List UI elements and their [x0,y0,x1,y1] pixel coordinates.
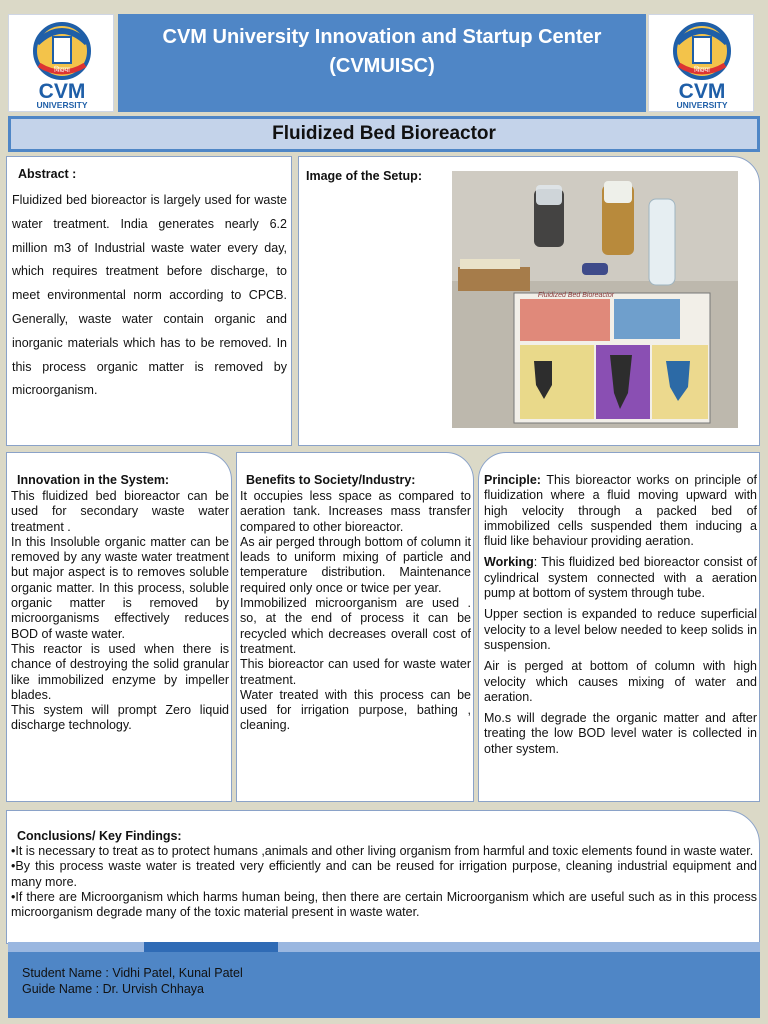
benefits-paragraph: It occupies less space as compared to aeration tank. Increases mass transfer compared to other bioreactor. [240,489,471,534]
abstract-body: Fluidized bed bioreactor is largely used for waste water treatment. India generates nearly 6.2 million m3 of Industrial waste water every day, which requires treatment before discharge, to meet environmental norm according to CPCB. Generally, waste water contain organic and inorganic materials which has to be removed. In this process organic matter is removed by microorganism. [12,193,287,398]
svg-text:CVM: CVM [38,80,86,103]
benefits-paragraph: As air perged through bottom of column it leads to uniform mixing of particle and temperature distribution. Maintenance required only once or twice per year. [240,534,471,595]
benefits-paragraph: This bioreactor can used for waste water treatment. [240,657,471,687]
header-banner [118,14,646,112]
footer-divider [8,942,760,952]
cvm-logo-icon [649,15,755,113]
footer [8,952,760,1018]
university-logo-left [8,14,114,112]
poster-title: Fluidized Bed Bioreactor [8,116,760,152]
conclusions-body [11,844,757,920]
conclusion-item: •It is necessary to treat as to protect humans ,animals and other living organism from harmful and toxic elements found in waste water. [11,844,754,858]
principle-paragraph: Upper section is expanded to reduce superficial velocity to a level below needed to keep solids in suspension. [484,607,757,652]
guide-name: Guide Name : Dr. Urvish Chhaya [22,982,205,996]
setup-heading: Image of the Setup: [306,169,422,183]
svg-text:UNIVERSITY: UNIVERSITY [36,100,88,110]
principle-body [484,473,757,757]
student-names: Student Name : Vidhi Patel, Kunal Patel [22,966,243,980]
cvm-logo-icon [9,15,115,113]
conclusions-heading: Conclusions/ Key Findings: [17,829,182,843]
innovation-paragraph: In this Insoluble organic matter can be removed by any waste water treatment but major aspect is to removes soluble organic matter. In this process, soluble organic matter is removed by microorganisms effectively reduces BOD of waste water. [11,534,229,641]
conclusions-panel [6,810,760,944]
abstract-panel [6,156,292,446]
innovation-body [11,489,229,734]
innovation-paragraph: This reactor is used when there is chance of destroying the solid granular like immobilized enzyme by impeller blades. [11,641,229,702]
footer-divider-accent [144,942,278,952]
header-title-line2: (CVMUISC) [329,55,435,77]
benefits-paragraph: Immobilized microorganism are used . so, at the end of process it can be recycled which decreases overall cost of treatment. [240,596,471,656]
svg-text:विद्यया: विद्यया [54,66,70,74]
benefits-body [240,489,471,734]
innovation-panel [6,452,232,802]
abstract-heading: Abstract : [18,167,77,181]
principle-label: Principle: [484,473,541,487]
university-logo-right [648,14,754,112]
setup-photo [452,171,738,428]
benefits-heading: Benefits to Society/Industry: [246,473,416,487]
svg-text:UNIVERSITY: UNIVERSITY [676,100,728,110]
working-paragraph: Working: This fluidized bed bioreactor consist of cylindrical system connected with a aeration pump at bottom of system through tube. [484,555,757,601]
conclusion-item: •If there are Microorganism which harms human being, then there are certain Microorganism which are useful such as in this process microorganism degrade many of the toxic material present in waste water. [11,889,757,920]
benefits-paragraph: Water treated with this process can be used for irrigation purpose, bathing , cleaning. [240,687,471,733]
bioreactor-setup-image [452,171,738,428]
svg-text:CVM: CVM [678,80,726,103]
principle-panel [478,452,760,802]
principle-paragraph: Principle: This bioreactor works on principle of fluidization where a fluid moving upward with high velocity through a packed bed of immobilized cells suspended them inducing a fluid like behaviour providing aeration. [484,473,757,549]
innovation-heading: Innovation in the System: [17,473,170,487]
principle-paragraph: Mo.s will degrade the organic matter and after treating the low BOD level water is collected in other system. [484,711,757,756]
svg-text:विद्यया: विद्यया [694,66,710,74]
principle-paragraph: Air is perged at bottom of column with high velocity which causes mixing of water and aeration. [484,659,757,704]
working-label: Working [484,555,534,570]
benefits-panel [236,452,474,802]
header-title-line1: CVM University Innovation and Startup Center [162,26,602,48]
innovation-paragraph: This system will prompt Zero liquid discharge technology. [11,703,229,733]
svg-text:Fluidized Bed Bioreactor: Fluidized Bed Bioreactor [537,292,615,299]
innovation-paragraph: This fluidized bed bioreactor can be used for secondary waste water treatment . [11,489,229,534]
conclusion-item: •By this process waste water is treated very efficiently and can be reused for irrigation purpose, cleaning industrial equipment and many more. [11,859,757,889]
